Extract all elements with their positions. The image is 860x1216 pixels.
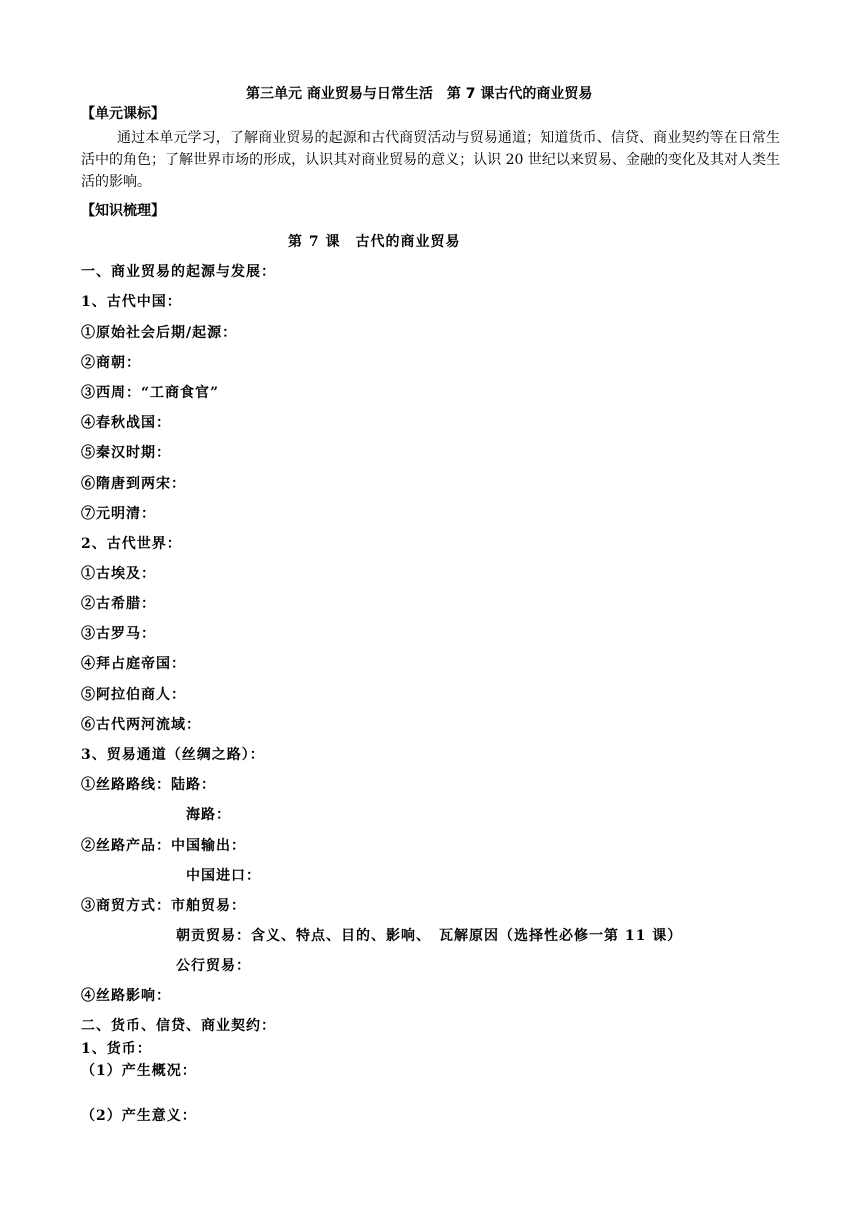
list-item: ③西周：“工商食官” (81, 385, 220, 401)
section-1-3-heading: 3、贸易通道（丝绸之路）： (81, 747, 265, 763)
list-item: （1）产生概况： (81, 1063, 197, 1079)
unit-standard-heading: 【单元课标】 (81, 106, 165, 122)
lesson-title: 第 7 课 古代的商业贸易 (288, 234, 461, 250)
list-item: ②古希腊： (81, 596, 156, 612)
list-item: ①原始社会后期/起源： (81, 325, 238, 341)
document-title: 第三单元 商业贸易与日常生活 第 7 课古代的商业贸易 (246, 86, 593, 102)
knowledge-heading: 【知识梳理】 (81, 203, 165, 219)
list-item: ②商朝： (81, 355, 141, 371)
tribute-trade: 朝贡贸易：含义、特点、目的、影响、 瓦解原因（选择性必修一第 11 课） (176, 928, 683, 944)
trade-mode: ③商贸方式：市舶贸易： (81, 898, 246, 914)
list-item: ③古罗马： (81, 626, 156, 642)
list-item: ⑦元明清： (81, 506, 156, 522)
silk-road-impact: ④丝路影响： (81, 988, 171, 1004)
list-item: ①古埃及： (81, 566, 156, 582)
silk-road-products-import: 中国进口： (186, 868, 261, 884)
silk-road-route-sea: 海路： (186, 807, 231, 823)
section-1-1-heading: 1、古代中国： (81, 294, 182, 310)
unit-standard-paragraph: 通过本单元学习，了解商业贸易的起源和古代商贸活动与贸易通道；知道货币、信贷、商业契约等在日常生活中的角色；了解世界市场的形成，认识其对商业贸易的意义；认识 20 世纪以来贸易、金融的变化及其对人类生活的影响。 (81, 130, 780, 190)
list-item: ④春秋战国： (81, 415, 171, 431)
section-1-heading: 一、商业贸易的起源与发展： (81, 264, 276, 280)
silk-road-products: ②丝路产品：中国输出： (81, 838, 246, 854)
list-item: ④拜占庭帝国： (81, 656, 186, 672)
gonghang-trade: 公行贸易： (176, 958, 251, 974)
silk-road-route: ①丝路路线：陆路： (81, 777, 216, 793)
list-item: ⑤秦汉时期： (81, 445, 171, 461)
list-item: ⑤阿拉伯商人： (81, 687, 186, 703)
list-item: ⑥古代两河流域： (81, 717, 201, 733)
section-2-1-heading: 1、货币： (81, 1041, 152, 1057)
list-item: ⑥隋唐到两宋： (81, 476, 186, 492)
list-item: （2）产生意义： (81, 1108, 197, 1124)
section-1-2-heading: 2、古代世界： (81, 536, 182, 552)
section-2-heading: 二、货币、信贷、商业契约： (81, 1018, 276, 1034)
